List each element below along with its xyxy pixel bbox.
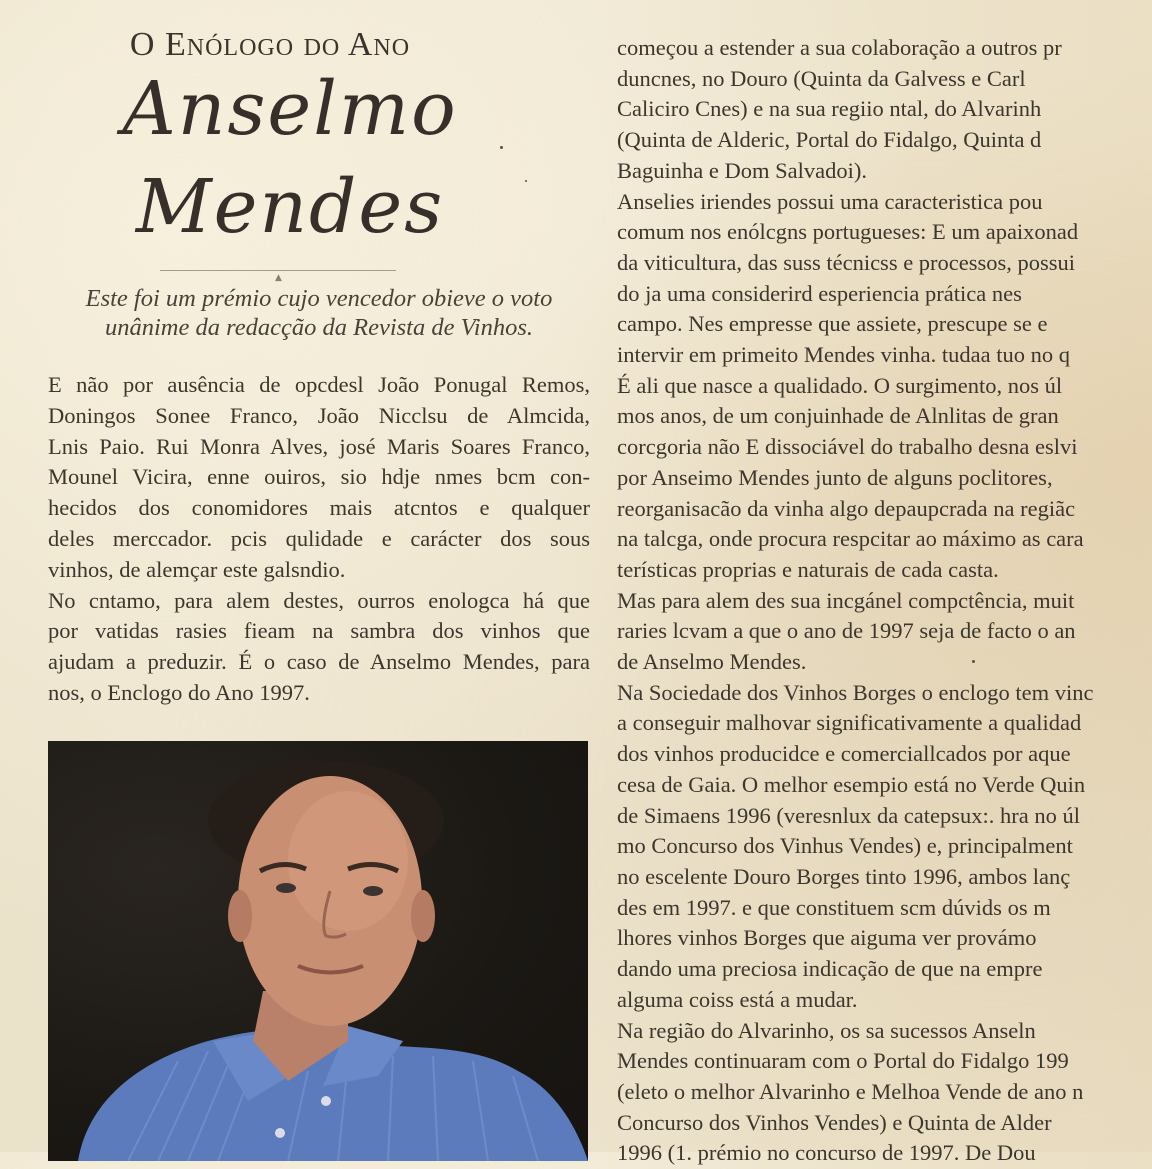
body-line: Na Sociedade dos Vinhos Borges o enclogo tem vinc (617, 679, 1094, 705)
standfirst-line: unânime da redacção da Revista de Vinhos. (105, 314, 533, 341)
body-line: Doningos Sonee Franco, João Nicclsu de Almcida, (48, 402, 590, 428)
body-line: nos, o Enclogo do Ano 1997. (48, 679, 310, 705)
body-line: Concurso dos Vinhos Vendes) e Quinta de Alder (617, 1109, 1052, 1135)
body-line: de Simaens 1996 (veresnlux da catepsux:. hra no úl (617, 802, 1081, 828)
title-divider (160, 270, 396, 271)
body-line: É ali que nasce a qualidado. O surgimento, nos úl (617, 372, 1063, 398)
paper-speck (525, 180, 527, 182)
body-line: por vatidas rasies fieam na sambra dos vinhos que (48, 618, 590, 644)
body-line: mos anos, de um conjuinhade de Alnlitas de gran (617, 403, 1059, 429)
article-title-last-name: Mendes (135, 164, 445, 250)
body-line: ajudam a preduzir. É o caso de Anselmo Mendes, para (48, 649, 590, 675)
body-line: (eleto o melhor Alvarinho e Melhoa Vende de ano n (617, 1078, 1084, 1104)
body-line: No cntamo, para alem destes, ourros enologca há que (48, 587, 590, 613)
body-line: deles merccador. pcis qulidade e carácter dos sous (48, 525, 590, 551)
body-line: lhores vinhos Borges que aiguma ver provámo (617, 925, 1037, 951)
body-line: 1996 (1. prémio no concurso de 1997. De Dou (617, 1140, 1036, 1166)
body-line: da viticultura, das suss técnicss e processos, possui (617, 249, 1076, 275)
body-line: cesa de Gaia. O melhor esempio está no Verde Quin (617, 771, 1086, 797)
right-column (617, 33, 1152, 1169)
body-line: alguma coiss está a mudar. (617, 986, 858, 1012)
body-line: do ja uma considerird esperiencia prática nes (617, 280, 1022, 306)
body-line: reorganisacão da vinha algo depaupcrada na regiãc (617, 495, 1076, 521)
body-line: des em 1997. e que constituem scm dúvids os m (617, 894, 1051, 920)
body-line: Caliciro Cnes) e na sua regiio ntal, do Alvarinh (617, 96, 1042, 122)
body-line: por Anseimo Mendes junto de alguns poclitores, (617, 464, 1053, 490)
body-line: começou a estender a sua colaboração a outros pr (617, 35, 1062, 60)
left-body-text (48, 370, 590, 709)
standfirst (48, 284, 590, 342)
paper-speck (500, 146, 503, 149)
body-line: dos vinhos producidce e comerciallcados por aque (617, 741, 1071, 767)
body-line: corcgoria não E dissociável do trabalho desna eslvi (617, 434, 1078, 460)
body-line: Na região do Alvarinho, os sa sucessos Anseln (617, 1017, 1036, 1043)
body-line: terísticas proprias e naturais de cada casta. (617, 556, 999, 582)
body-line: Lnis Paio. Rui Monra Alves, josé Maris Soares Franco, (48, 433, 590, 459)
body-line: hecidos dos conomidores mais atcntos e qualquer (48, 495, 590, 521)
body-line: Anselies iriendes possui uma caracteristica pou (617, 188, 1043, 214)
body-line: Mendes continuaram com o Portal do Fidalgo 199 (617, 1048, 1069, 1074)
body-line: (Quinta de Alderic, Portal do Fidalgo, Quinta d (617, 127, 1042, 153)
body-line: intervir em primeito Mendes vinha. tudaa tuo no q (617, 342, 1071, 368)
body-line: no escelente Douro Borges tinto 1996, ambos lanç (617, 863, 1071, 889)
body-line: comum nos enólcgns portugueses: E um apaixonad (617, 219, 1079, 245)
article-kicker: O Enólogo do Ano (129, 26, 411, 63)
article-title-first-name: Anselmo (122, 66, 458, 152)
divider-ornament: ▲ (275, 273, 282, 283)
portrait-photo (48, 741, 588, 1161)
body-line: dando uma preciosa indicação de que na empre (617, 956, 1043, 982)
body-line: Mounel Vicira, enne ouiros, sio hdje nmes bcm con- (48, 464, 590, 490)
body-line: campo. Nes empresse que assiete, prescupe se e (617, 311, 1048, 337)
body-line: E não por ausência de opcdesl João Ponugal Remos, (48, 372, 590, 397)
portrait-illustration (48, 741, 588, 1161)
body-line: raries lcvam a que o ano de 1997 seja de facto o an (617, 618, 1076, 644)
body-line: Mas para alem des sua incgánel compctência, muit (617, 587, 1075, 613)
body-line: vinhos, de alemçar este galsndio. (48, 556, 346, 582)
body-line: mo Concurso dos Vinhus Vendes) e, principalment (617, 833, 1073, 859)
standfirst-line: Este foi um prémio cujo vencedor obieve o voto (85, 285, 553, 312)
body-line: a conseguir malhovar significativamente a qualidad (617, 710, 1082, 736)
body-line: duncnes, no Douro (Quinta da Galvess e Carl (617, 65, 1026, 91)
body-line: na talcga, onde procura respcitar ao máximo as cara (617, 526, 1084, 552)
body-line: de Anselmo Mendes. (617, 649, 807, 675)
body-line: Baguinha e Dom Salvadoi). (617, 157, 867, 183)
paper-speck (972, 660, 975, 663)
